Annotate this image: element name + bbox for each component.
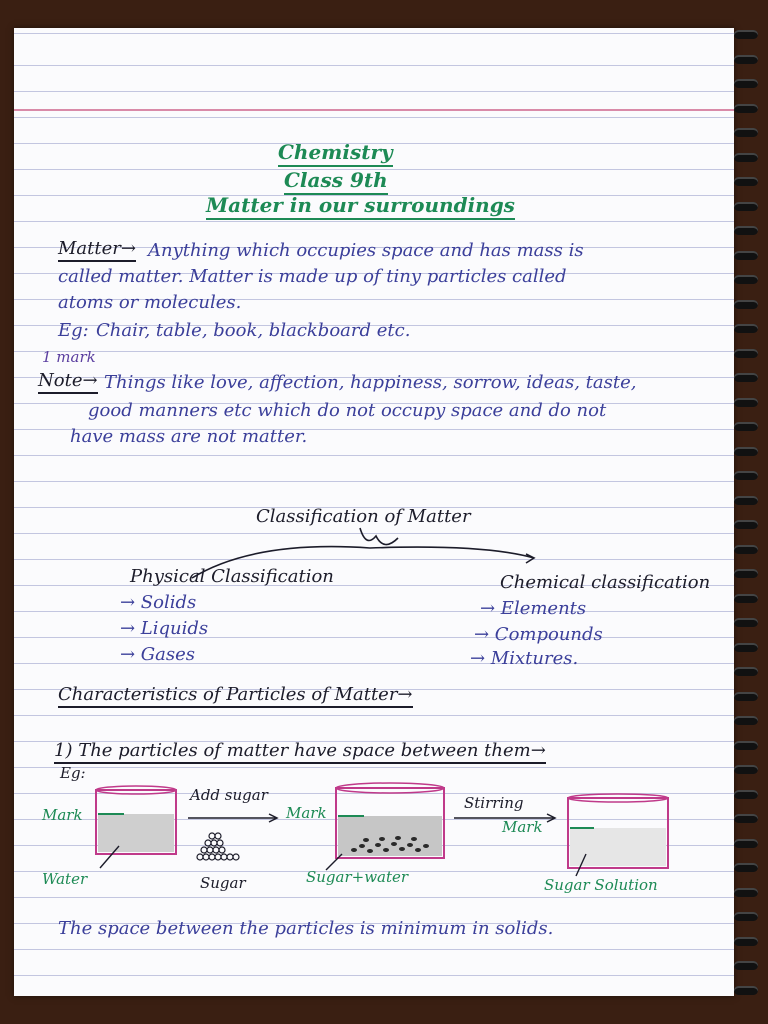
subject-heading: Chemistry <box>278 140 393 167</box>
class-heading: Class 9th <box>284 168 388 195</box>
arrow-add-sugar <box>188 814 277 822</box>
classification-title: Classification of Matter <box>256 506 471 527</box>
characteristics-title: Characteristics of Particles of Matter→ <box>58 684 413 708</box>
spiral-ring <box>734 643 758 652</box>
beaker-sugar-solution <box>568 794 668 876</box>
matter-def-line1: Anything which occupies space and has mass is <box>148 240 584 261</box>
spiral-ring <box>734 692 758 701</box>
spiral-ring <box>734 888 758 897</box>
physical-item-liquids: → Liquids <box>120 618 209 639</box>
spiral-ring <box>734 594 758 603</box>
conclusion-text: The space between the particles is minimum in solids. <box>58 918 554 939</box>
chapter-heading: Matter in our surroundings <box>206 193 515 220</box>
spiral-ring <box>734 545 758 554</box>
note-label: Note→ <box>38 370 98 394</box>
spiral-ring <box>734 177 758 186</box>
diagram-mark-1: Mark <box>42 806 83 824</box>
spiral-ring <box>734 422 758 431</box>
sugar-dissolving-diagram <box>14 28 734 996</box>
spiral-ring <box>734 55 758 64</box>
chemical-classification-title: Chemical classification <box>500 572 711 593</box>
spiral-ring <box>734 104 758 113</box>
spiral-ring <box>734 961 758 970</box>
spiral-ring <box>734 986 758 995</box>
spiral-ring <box>734 618 758 627</box>
diagram-mark-2: Mark <box>286 804 327 822</box>
spiral-ring <box>734 741 758 750</box>
diagram-water-label: Water <box>42 870 88 888</box>
spiral-ring <box>734 128 758 137</box>
spiral-ring <box>734 765 758 774</box>
physical-item-solids: → Solids <box>120 592 197 613</box>
chemical-item-elements: → Elements <box>480 598 587 619</box>
spiral-ring <box>734 30 758 39</box>
spiral-ring <box>734 839 758 848</box>
chemical-item-mixtures: → Mixtures. <box>470 648 579 669</box>
matter-def-line3: atoms or molecules. <box>58 292 242 313</box>
diagram-mark-3: Mark <box>502 818 543 836</box>
sugar-pile <box>197 833 239 860</box>
matter-eg-label: Eg: <box>58 320 89 341</box>
matter-eg-text: Chair, table, book, blackboard etc. <box>96 320 411 341</box>
beaker-sugar-water <box>326 783 444 870</box>
diagram-stirring-label: Stirring <box>464 794 524 812</box>
diagram-sugar-label: Sugar <box>200 874 246 892</box>
spiral-ring <box>734 79 758 88</box>
chemical-item-compounds: → Compounds <box>474 624 603 645</box>
note-marker: 1 mark <box>42 348 96 366</box>
matter-def-line2: called matter. Matter is made up of tiny particles called <box>58 266 567 287</box>
characteristics-point1: 1) The particles of matter have space between them→ <box>54 740 546 764</box>
spiral-ring <box>734 202 758 211</box>
diagram-sugar-water-label: Sugar+water <box>306 868 409 886</box>
spiral-binding <box>734 30 764 1020</box>
physical-classification-title: Physical Classification <box>130 566 334 587</box>
spiral-ring <box>734 153 758 162</box>
spiral-ring <box>734 226 758 235</box>
spiral-ring <box>734 814 758 823</box>
spiral-ring <box>734 324 758 333</box>
spiral-ring <box>734 349 758 358</box>
beaker-water <box>96 786 176 868</box>
spiral-ring <box>734 863 758 872</box>
diagram-add-sugar-label: Add sugar <box>190 786 268 804</box>
spiral-ring <box>734 569 758 578</box>
spiral-ring <box>734 447 758 456</box>
spiral-ring <box>734 716 758 725</box>
spiral-ring <box>734 275 758 284</box>
spiral-ring <box>734 790 758 799</box>
spiral-ring <box>734 496 758 505</box>
notebook-page <box>14 28 734 996</box>
diagram-sugar-solution-label: Sugar Solution <box>544 876 658 894</box>
spiral-ring <box>734 912 758 921</box>
note-line3: have mass are not matter. <box>70 426 308 447</box>
spiral-ring <box>734 398 758 407</box>
note-line1: Things like love, affection, happiness, sorrow, ideas, taste, <box>104 372 637 393</box>
spiral-ring <box>734 471 758 480</box>
spiral-ring <box>734 520 758 529</box>
spiral-ring <box>734 667 758 676</box>
spiral-ring <box>734 937 758 946</box>
spiral-ring <box>734 300 758 309</box>
characteristics-eg-label: Eg: <box>60 764 86 782</box>
matter-label: Matter→ <box>58 238 136 262</box>
note-line2: good manners etc which do not occupy space and do not <box>88 400 607 421</box>
spiral-ring <box>734 251 758 260</box>
physical-item-gases: → Gases <box>120 644 196 665</box>
spiral-ring <box>734 373 758 382</box>
